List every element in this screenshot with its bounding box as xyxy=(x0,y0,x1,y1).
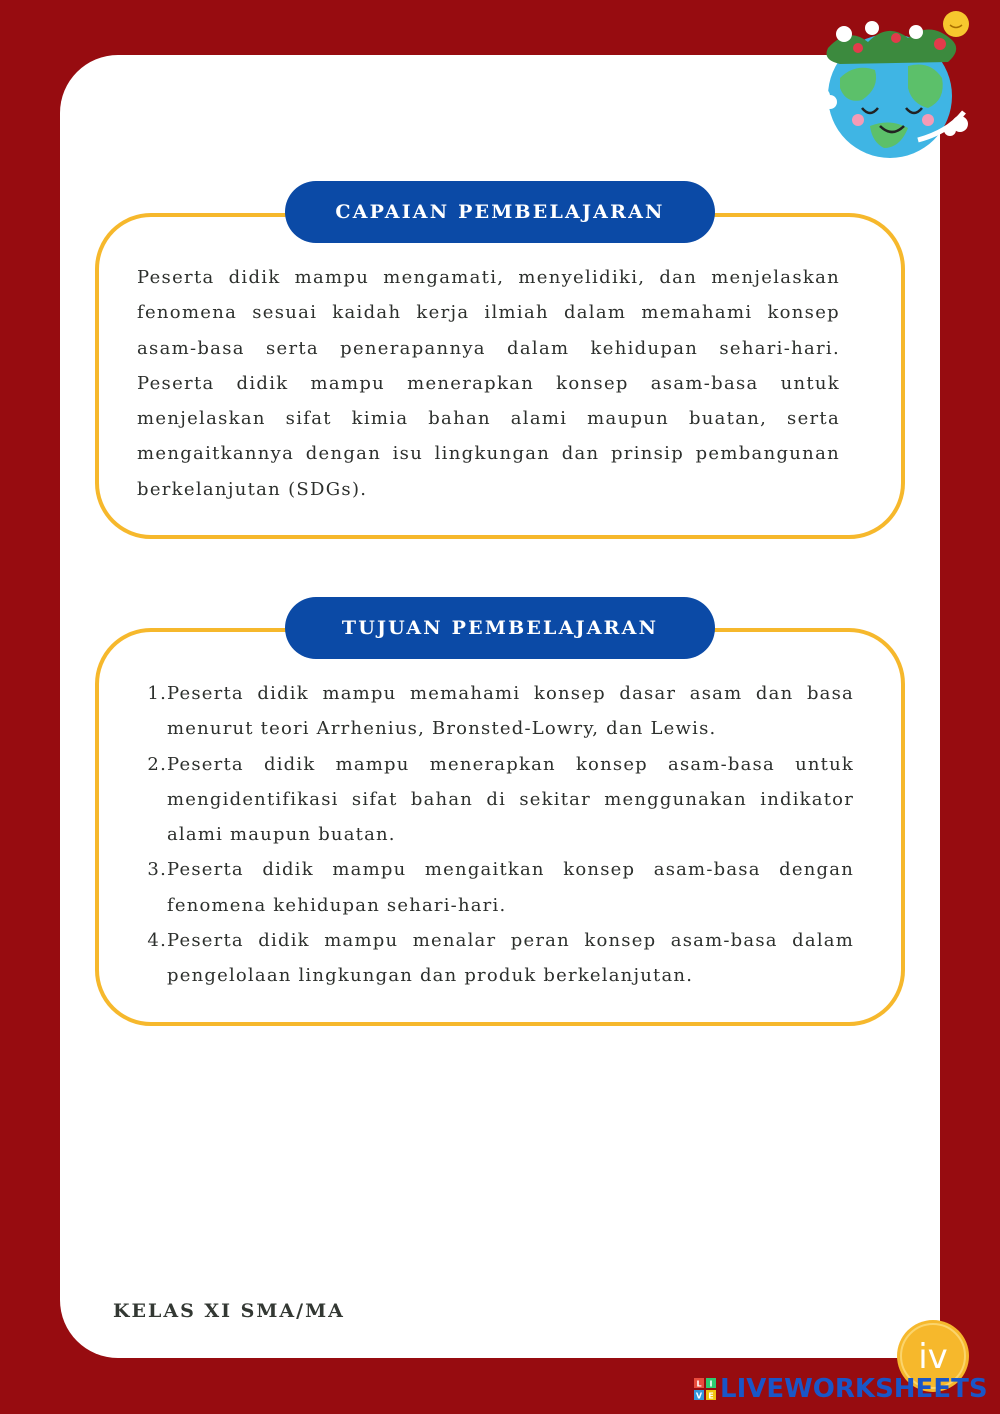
earth-globe-illustration xyxy=(800,8,980,158)
badge-text: iv xyxy=(918,1337,948,1377)
tujuan-title: TUJUAN PEMBELAJARAN xyxy=(285,597,715,659)
svg-text:V: V xyxy=(695,1391,703,1400)
list-item xyxy=(137,852,854,923)
list-item-text: Peserta didik mampu menalar peran konsep asam-basa dalam pengelolaan lingkungan dan produk berkelanjutan. xyxy=(167,930,854,987)
tujuan-list xyxy=(137,676,854,994)
list-item xyxy=(137,747,854,853)
list-item xyxy=(137,923,854,994)
svg-text:E: E xyxy=(708,1391,714,1400)
list-item-number: 4. xyxy=(147,930,167,952)
list-item-text: Peserta didik mampu memahami konsep dasar asam dan basa menurut teori Arrhenius, Bronsted-Lowry, dan Lewis. xyxy=(167,683,854,740)
list-item-text: Peserta didik mampu menerapkan konsep asam-basa untuk mengidentifikasi sifat bahan di sekitar menggunakan indikator alami maupun buatan. xyxy=(167,753,854,846)
liveworksheets-logo-icon xyxy=(694,1378,716,1400)
svg-text:I: I xyxy=(709,1379,713,1389)
list-item xyxy=(137,676,854,747)
list-item-text: Peserta didik mampu mengaitkan konsep asam-basa dengan fenomena kehidupan sehari-hari. xyxy=(167,859,854,916)
capaian-title: CAPAIAN PEMBELAJARAN xyxy=(285,181,715,243)
list-item-number: 3. xyxy=(147,859,167,881)
list-item-number: 2. xyxy=(147,753,167,775)
capaian-text: Peserta didik mampu mengamati, menyelidiki, dan menjelaskan fenomena sesuai kaidah kerja ilmiah dalam memahami konsep asam-basa serta penerapannya dalam kehidupan sehari-hari. Peserta didik mampu menerapkan konsep asam-basa untuk menjelaskan sifat kimia bahan alami maupun buatan, serta mengaitkannya dengan isu lingkungan dan prinsip pembangunan berkelanjutan (SDGs). xyxy=(137,267,840,500)
svg-text:L: L xyxy=(696,1379,702,1389)
class-label: KELAS XI SMA/MA xyxy=(113,1300,345,1322)
liveworksheets-wordmark[interactable]: LIVEWORKSHEETS xyxy=(720,1374,988,1404)
list-item-number: 1. xyxy=(147,683,167,704)
